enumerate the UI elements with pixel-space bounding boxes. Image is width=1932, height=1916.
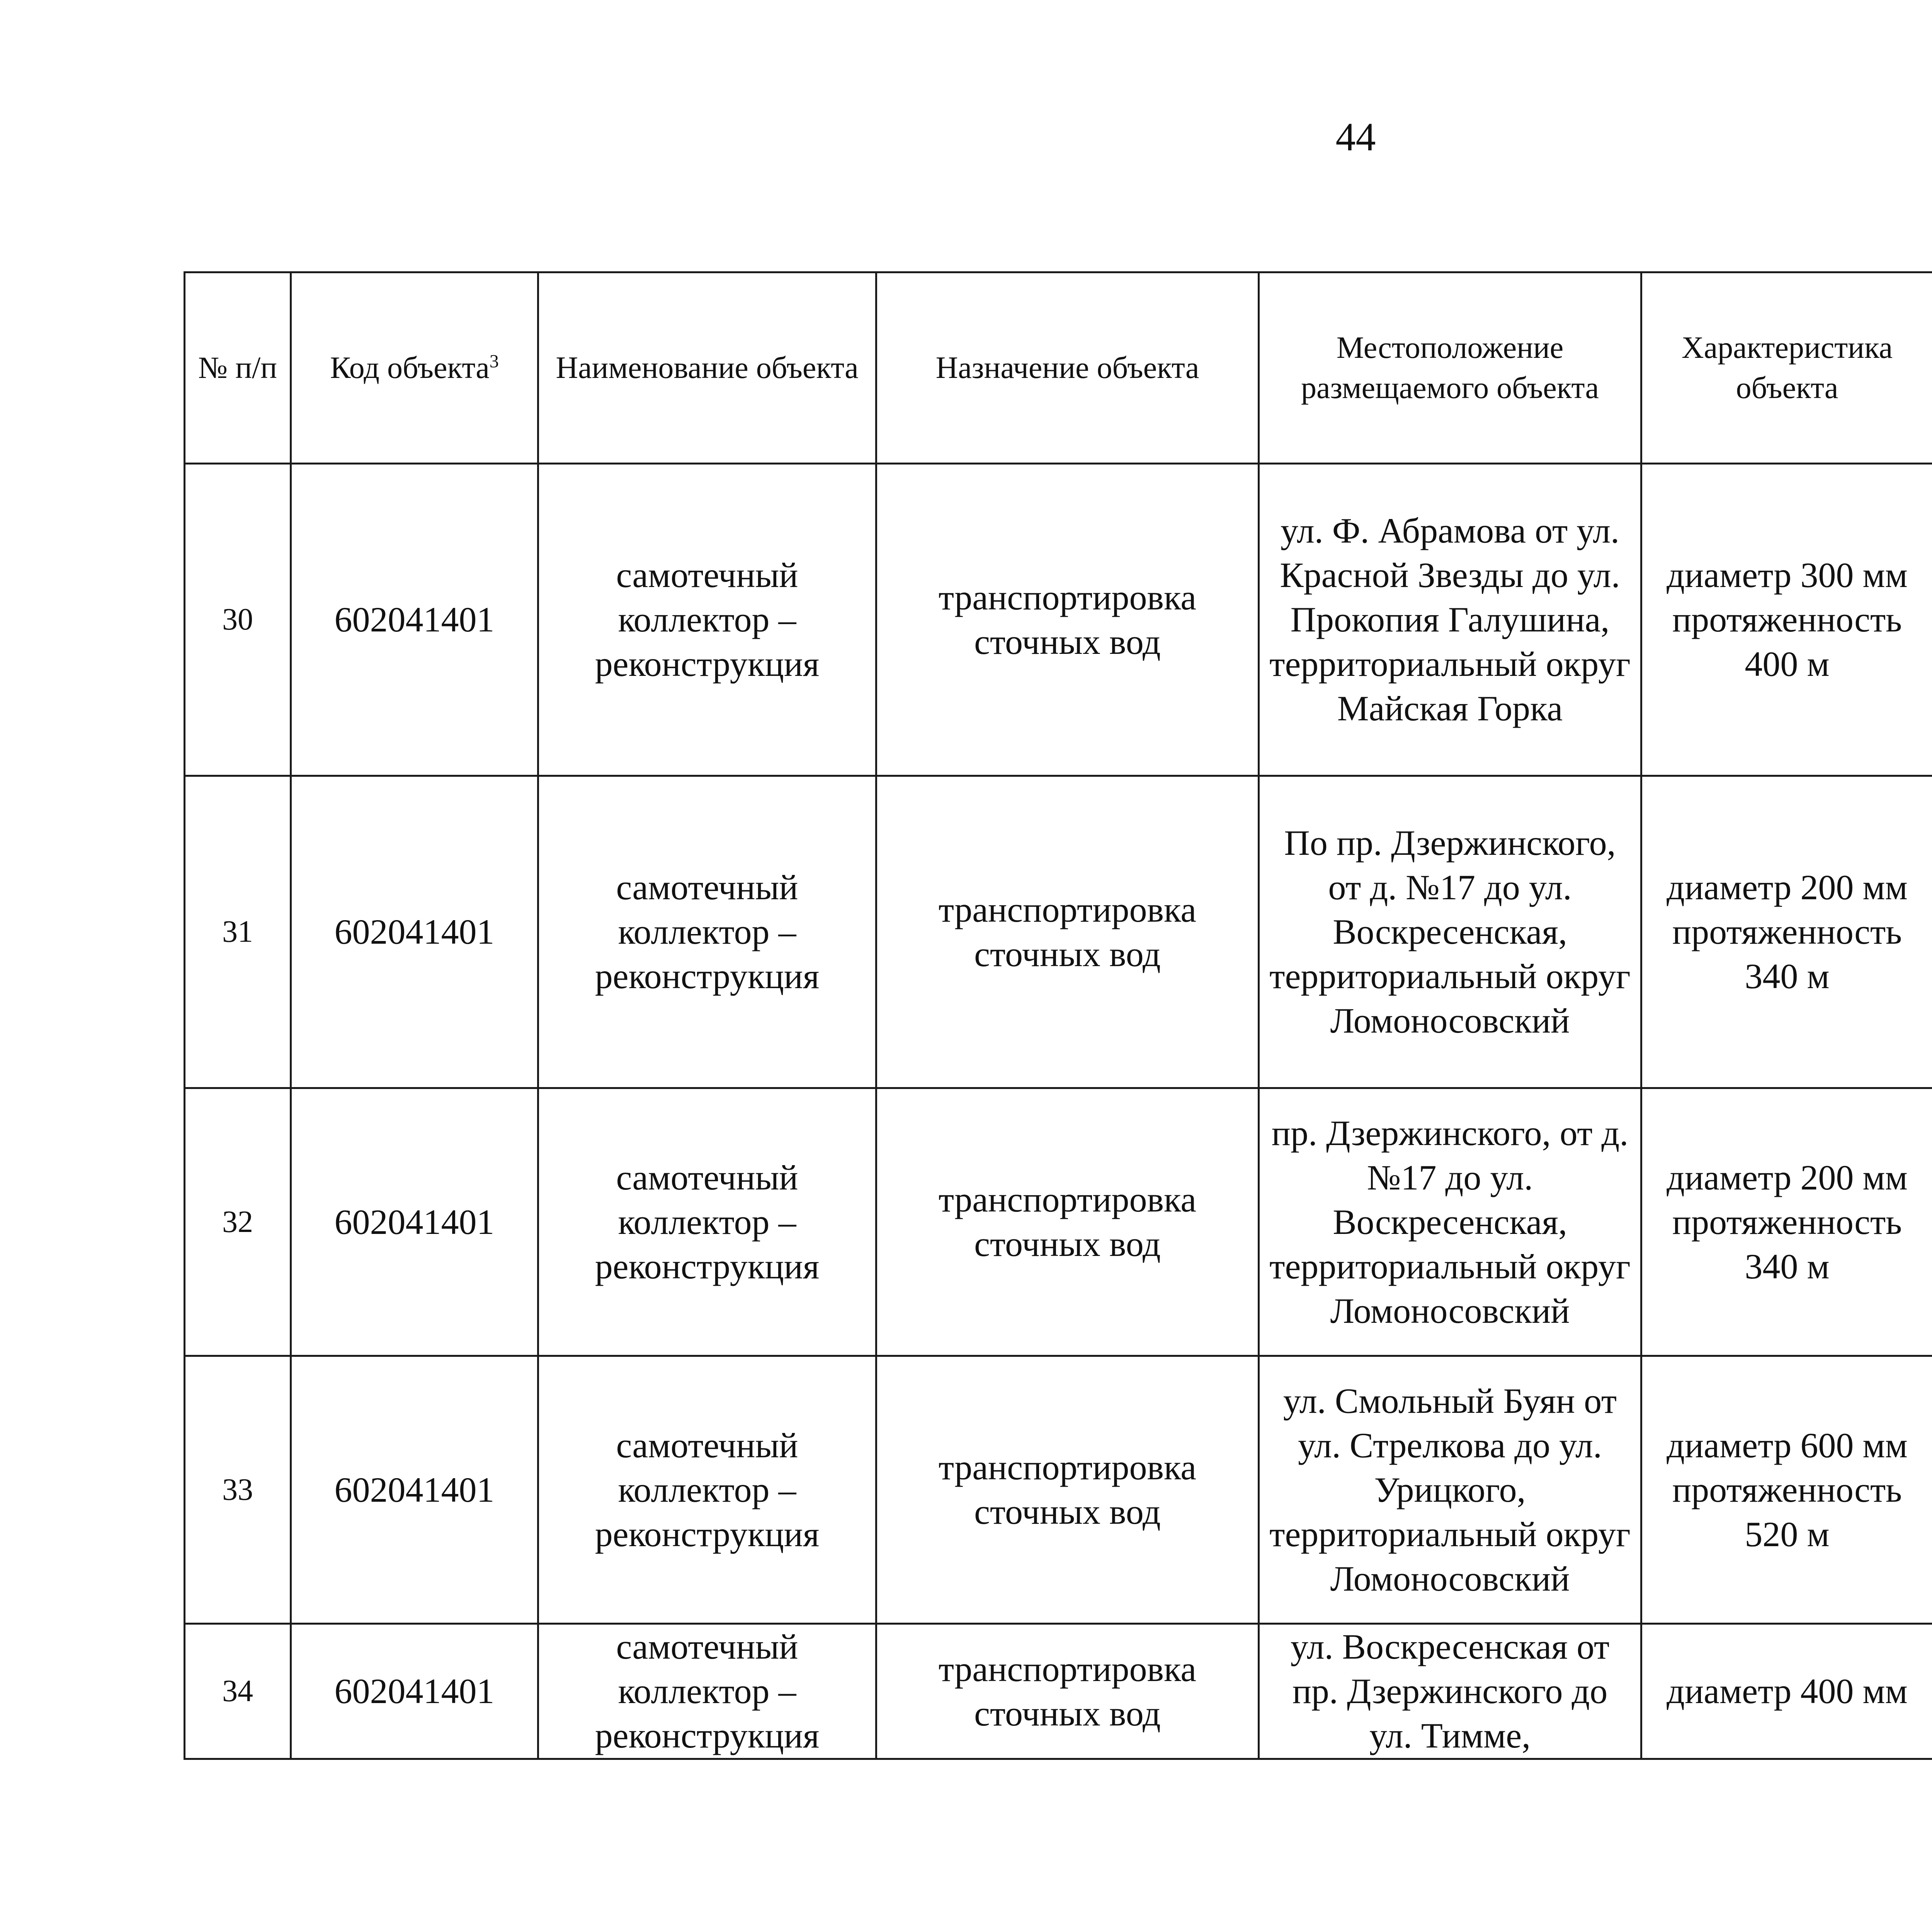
cell-name: самотечный коллектор – реконструкция bbox=[538, 776, 876, 1088]
cell-code: 602041401 bbox=[291, 1624, 538, 1759]
cell-purpose: транспортировка сточных вод bbox=[876, 1624, 1259, 1759]
table-row bbox=[185, 776, 1932, 1088]
header-num: № п/п bbox=[185, 272, 291, 464]
table-header-row bbox=[185, 272, 1932, 464]
table-row bbox=[185, 1356, 1932, 1624]
cell-characteristic: диаметр 200 мм протяженность 340 м bbox=[1641, 1088, 1932, 1356]
cell-code: 602041401 bbox=[291, 776, 538, 1088]
cell-characteristic: диаметр 300 мм протяженность 400 м bbox=[1641, 464, 1932, 776]
table-row bbox=[185, 464, 1932, 776]
cell-name: самотечный коллектор – реконструкция bbox=[538, 1088, 876, 1356]
cell-characteristic: диаметр 200 мм протяженность 340 м bbox=[1641, 776, 1932, 1088]
cell-num: 32 bbox=[185, 1088, 291, 1356]
cell-characteristic: диаметр 400 мм bbox=[1641, 1624, 1932, 1759]
cell-name: самотечный коллектор – реконструкция bbox=[538, 464, 876, 776]
cell-purpose: транспортировка сточных вод bbox=[876, 1356, 1259, 1624]
header-code-label: Код объекта bbox=[330, 351, 490, 385]
cell-code: 602041401 bbox=[291, 1356, 538, 1624]
header-code bbox=[291, 272, 538, 464]
cell-purpose: транспортировка сточных вод bbox=[876, 1088, 1259, 1356]
objects-table bbox=[184, 271, 1932, 1760]
cell-location: ул. Ф. Абрамова от ул. Красной Звезды до ул. Прокопия Галушина, территориальный округ Майская Горка bbox=[1259, 464, 1641, 776]
cell-name: самотечный коллектор – реконструкция bbox=[538, 1356, 876, 1624]
footnote-marker: 3 bbox=[489, 351, 499, 372]
cell-num: 30 bbox=[185, 464, 291, 776]
cell-purpose: транспортировка сточных вод bbox=[876, 464, 1259, 776]
cell-purpose: транспортировка сточных вод bbox=[876, 776, 1259, 1088]
header-name: Наименование объекта bbox=[538, 272, 876, 464]
cell-code: 602041401 bbox=[291, 464, 538, 776]
header-characteristic: Характеристика объекта bbox=[1641, 272, 1932, 464]
cell-name: самотечный коллектор – реконструкция bbox=[538, 1624, 876, 1759]
cell-num: 31 bbox=[185, 776, 291, 1088]
cell-num: 33 bbox=[185, 1356, 291, 1624]
header-purpose: Назначение объекта bbox=[876, 272, 1259, 464]
cell-characteristic: диаметр 600 мм протяженность 520 м bbox=[1641, 1356, 1932, 1624]
table-row bbox=[185, 1624, 1932, 1759]
table-row bbox=[185, 1088, 1932, 1356]
cell-code: 602041401 bbox=[291, 1088, 538, 1356]
cell-num: 34 bbox=[185, 1624, 291, 1759]
header-location: Местоположение размещаемого объекта bbox=[1259, 272, 1641, 464]
cell-location: пр. Дзержинского, от д. №17 до ул. Воскресенская, территориальный округ Ломоносовский bbox=[1259, 1088, 1641, 1356]
cell-location: ул. Воскресенская от пр. Дзержинского до ул. Тимме, bbox=[1259, 1624, 1641, 1759]
cell-location: По пр. Дзержинского, от д. №17 до ул. Воскресенская, территориальный округ Ломоносовский bbox=[1259, 776, 1641, 1088]
cell-location: ул. Смольный Буян от ул. Стрелкова до ул. Урицкого, территориальный округ Ломоносовский bbox=[1259, 1356, 1641, 1624]
page-number: 44 bbox=[1335, 115, 1376, 159]
